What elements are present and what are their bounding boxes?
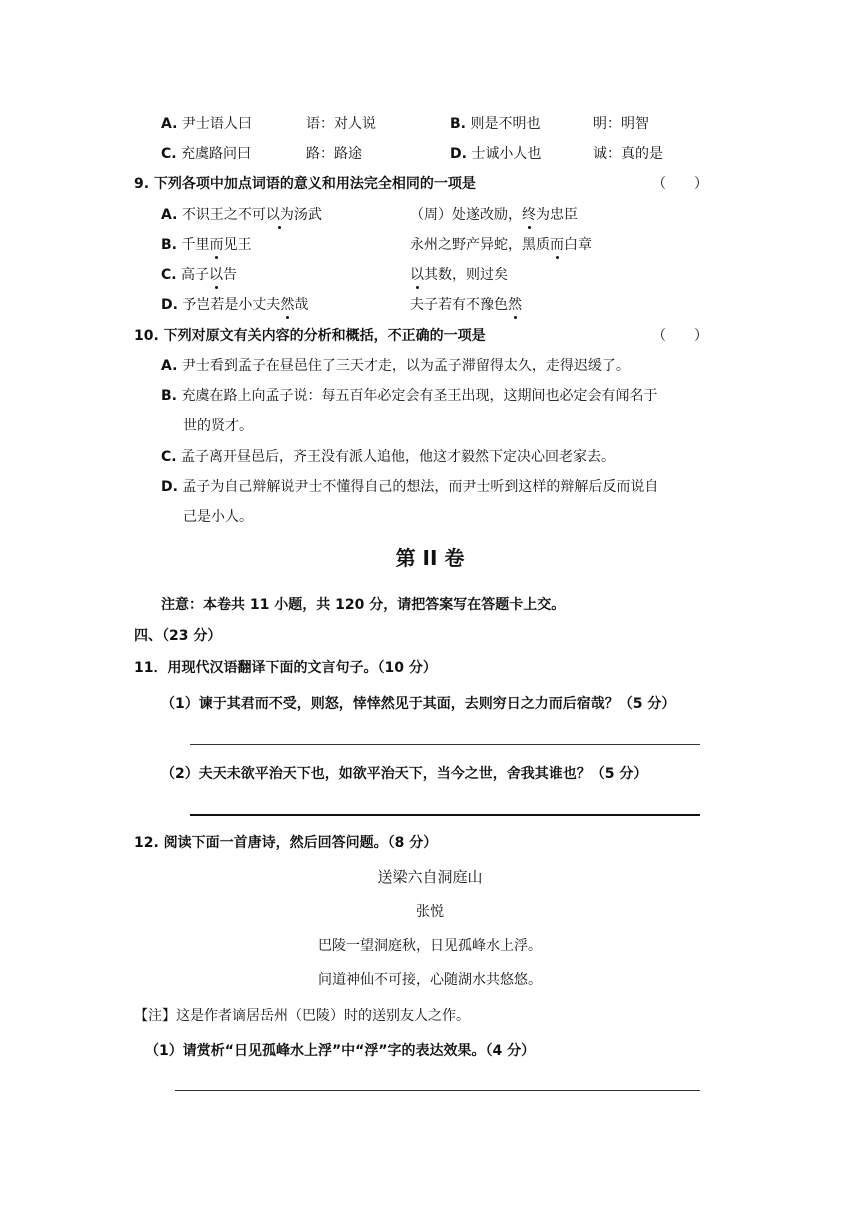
emphasized-word: 然	[280, 297, 295, 313]
option-text-post: 汤武	[293, 207, 322, 223]
q8-option-d	[450, 144, 541, 164]
option-text-pre: 不识王之不可	[181, 207, 266, 223]
option-letter: B.	[161, 388, 177, 404]
emphasized-word: 然	[508, 297, 522, 313]
option-text: 尹士语人曰	[181, 116, 252, 132]
compare-text-pre: （周）处遂改励，	[410, 207, 522, 223]
poem-note: 【注】这是作者谪居岳州（巴陵）时的送别友人之作。	[134, 1008, 470, 1024]
compare-text-pre: 夫子若有不豫色	[410, 297, 508, 313]
option-letter: A.	[161, 116, 178, 132]
option-text: 孟子为自己辩解说尹士不懂得自己的想法，而尹士听到这样的辩解后反而说自	[182, 479, 659, 495]
option-letter: B.	[161, 237, 177, 253]
q9-option-b	[161, 235, 251, 255]
q9-stem: 9. 下列各项中加点词语的意义和用法完全相同的一项是	[134, 176, 476, 192]
option-letter: D.	[450, 146, 467, 162]
q9-option-c	[161, 265, 237, 285]
emphasized-word: 以为	[265, 207, 294, 223]
option-text: 孟子离开昼邑后，齐王没有派人追他，他这才毅然下定决心回老家去。	[181, 449, 616, 465]
compare-text-post: 白章	[564, 237, 592, 253]
q11-sub1-answer-line[interactable]	[190, 744, 700, 745]
q10-stem: 10. 下列对原文有关内容的分析和概括，不正确的一项是	[134, 328, 486, 344]
option-text: 充虞在路上向孟子说：每五百年必定会有圣王出现，这期间也必定会有闻名于	[181, 388, 658, 404]
q8-option-a	[161, 114, 252, 134]
poem-author: 张悦	[416, 904, 444, 920]
compare-text-pre: 永州之野产异蛇，黑质	[410, 237, 550, 253]
q12-sub1: （1）请赏析“日见孤峰水上浮”中“浮”字的表达效果。（4 分）	[145, 1043, 536, 1059]
emphasized-word: 终	[522, 207, 536, 223]
option-letter: A.	[161, 207, 178, 223]
emphasized-word: 而	[209, 237, 224, 253]
q10-option-d-cont: 己是小人。	[183, 509, 253, 525]
emphasized-word: 以	[209, 267, 224, 283]
option-text: 尹士看到孟子在昼邑住了三天才走，以为孟子滞留得太久，走得迟缓了。	[181, 358, 630, 374]
q8-option-b	[450, 114, 540, 134]
q9-option-a-compare	[410, 205, 578, 225]
section-title: 第 II 卷	[395, 546, 465, 570]
q10-option-b-cont: 世的贤才。	[183, 418, 253, 434]
option-letter: C.	[161, 267, 177, 283]
q10-option-c	[161, 447, 615, 467]
option-text: 则是不明也	[470, 116, 541, 132]
part-four-heading: 四、（23 分）	[134, 628, 222, 644]
option-text-pre: 高子	[181, 267, 210, 283]
q11-sub2-answer-line[interactable]	[190, 814, 700, 816]
q11-sub1: （1）谏于其君而不受，则怒，悻悻然见于其面，去则穷日之力而后宿哉？（5 分）	[161, 696, 676, 712]
q8-option-d-gloss: 诚：真的是	[593, 146, 663, 162]
option-letter: C.	[161, 146, 177, 162]
q10-option-d	[161, 477, 658, 497]
q10-option-a	[161, 356, 630, 376]
q8-option-a-gloss: 语：对人说	[306, 116, 376, 132]
q9-option-b-compare	[410, 235, 592, 255]
q8-option-c	[161, 144, 251, 164]
q9-option-d	[161, 295, 308, 315]
compare-text-post: 其数，则过矣	[424, 267, 508, 283]
q12-stem: 12. 阅读下面一首唐诗，然后回答问题。（8 分）	[134, 835, 438, 851]
option-letter: B.	[450, 116, 466, 132]
option-text-pre: 千里	[181, 237, 210, 253]
q9-option-d-compare	[410, 295, 522, 315]
q8-option-b-gloss: 明：明智	[593, 116, 649, 132]
q9-option-a	[161, 205, 322, 225]
option-text-post: 告	[223, 267, 238, 283]
section-notice: 注意：本卷共 11 小题，共 120 分，请把答案写在答题卡上交。	[161, 597, 566, 613]
q8-option-c-gloss: 路：路途	[306, 146, 362, 162]
option-letter: D.	[161, 479, 178, 495]
option-text-post: 哉	[294, 297, 309, 313]
q9-option-c-compare	[410, 265, 508, 285]
poem-title: 送梁六自洞庭山	[377, 868, 483, 886]
q10-answer-paren: （ ）	[652, 328, 708, 344]
q9-answer-paren: （ ）	[652, 176, 708, 192]
poem-line-1: 巴陵一望洞庭秋，日见孤峰水上浮。	[318, 938, 542, 954]
compare-text-post: 为忠臣	[536, 207, 578, 223]
q12-sub1-answer-line[interactable]	[175, 1090, 700, 1091]
option-text-pre: 予岂若是小丈夫	[182, 297, 281, 313]
emphasized-word: 以	[410, 267, 424, 283]
q10-option-b	[161, 386, 657, 406]
option-letter: C.	[161, 449, 177, 465]
option-text: 充虞路问曰	[181, 146, 252, 162]
emphasized-word: 而	[550, 237, 564, 253]
option-letter: D.	[161, 297, 178, 313]
option-letter: A.	[161, 358, 178, 374]
q11-sub2: （2）夫天未欲平治天下也，如欲平治天下，当今之世，舍我其谁也？（5 分）	[161, 766, 648, 782]
poem-line-2: 问道神仙不可接，心随湖水共悠悠。	[318, 972, 542, 988]
option-text: 士诚小人也	[471, 146, 542, 162]
q11-stem: 11．用现代汉语翻译下面的文言句子。（10 分）	[134, 660, 437, 676]
option-text-post: 见王	[223, 237, 252, 253]
